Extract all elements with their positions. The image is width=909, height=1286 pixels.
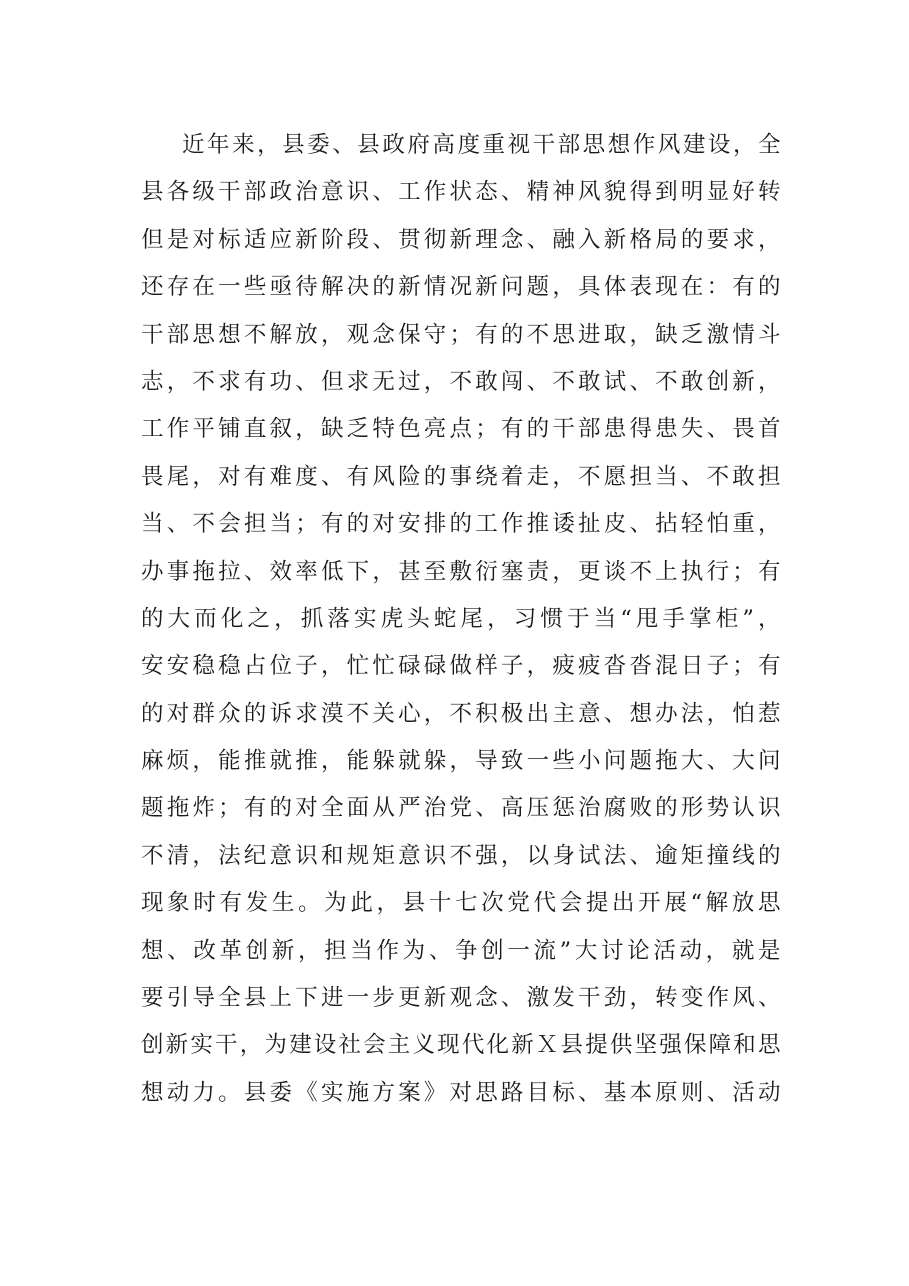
paragraph-line: 安安稳稳占位子，忙忙碌碌做样子，疲疲沓沓混日子；有 <box>141 653 781 680</box>
paragraph-line: 办事拖拉、效率低下，甚至敷衍塞责，更谈不上执行；有 <box>141 558 781 585</box>
paragraph-line: 要引导全县上下进一步更新观念、激发干劲，转变作风、 <box>141 985 781 1012</box>
body-paragraph <box>141 122 781 1117</box>
paragraph-line: 不清，法纪意识和规矩意识不强，以身试法、逾矩撞线的 <box>141 842 781 869</box>
paragraph-line: 的大而化之，抓落实虎头蛇尾，习惯于当“甩手掌柜”， <box>141 605 781 632</box>
paragraph-line: 麻烦，能推就推，能躲就躲，导致一些小问题拖大、大问 <box>141 748 781 775</box>
paragraph-line: 近年来，县委、县政府高度重视干部思想作风建设，全 <box>182 132 781 158</box>
paragraph-line: 题拖炸；有的对全面从严治党、高压惩治腐败的形势认识 <box>141 795 781 822</box>
paragraph-line: 干部思想不解放，观念保守；有的不思进取，缺乏激情斗 <box>141 321 781 348</box>
paragraph-line: 想动力。县委《实施方案》对思路目标、基本原则、活动 <box>141 1079 781 1106</box>
paragraph-line: 畏尾，对有难度、有风险的事绕着走，不愿担当、不敢担 <box>141 463 781 490</box>
paragraph-line: 县各级干部政治意识、工作状态、精神风貌得到明显好转 <box>141 179 781 206</box>
paragraph-line: 想、改革创新，担当作为、争创一流”大讨论活动，就是 <box>141 937 781 964</box>
paragraph-line: 还存在一些亟待解决的新情况新问题，具体表现在：有的 <box>141 274 781 301</box>
paragraph-line: 志，不求有功、但求无过，不敢闯、不敢试、不敢创新， <box>141 368 781 395</box>
paragraph-line: 工作平铺直叙，缺乏特色亮点；有的干部患得患失、畏首 <box>141 416 781 443</box>
paragraph-line: 但是对标适应新阶段、贯彻新理念、融入新格局的要求， <box>141 226 781 253</box>
paragraph-line: 的对群众的诉求漠不关心，不积极出主意、想办法，怕惹 <box>141 700 781 727</box>
paragraph-line: 当、不会担当；有的对安排的工作推诿扯皮、拈轻怕重， <box>141 511 781 538</box>
paragraph-line: 创新实干，为建设社会主义现代化新Ｘ县提供坚强保障和思 <box>141 1032 781 1059</box>
paragraph-line: 现象时有发生。为此，县十七次党代会提出开展“解放思 <box>141 890 781 917</box>
